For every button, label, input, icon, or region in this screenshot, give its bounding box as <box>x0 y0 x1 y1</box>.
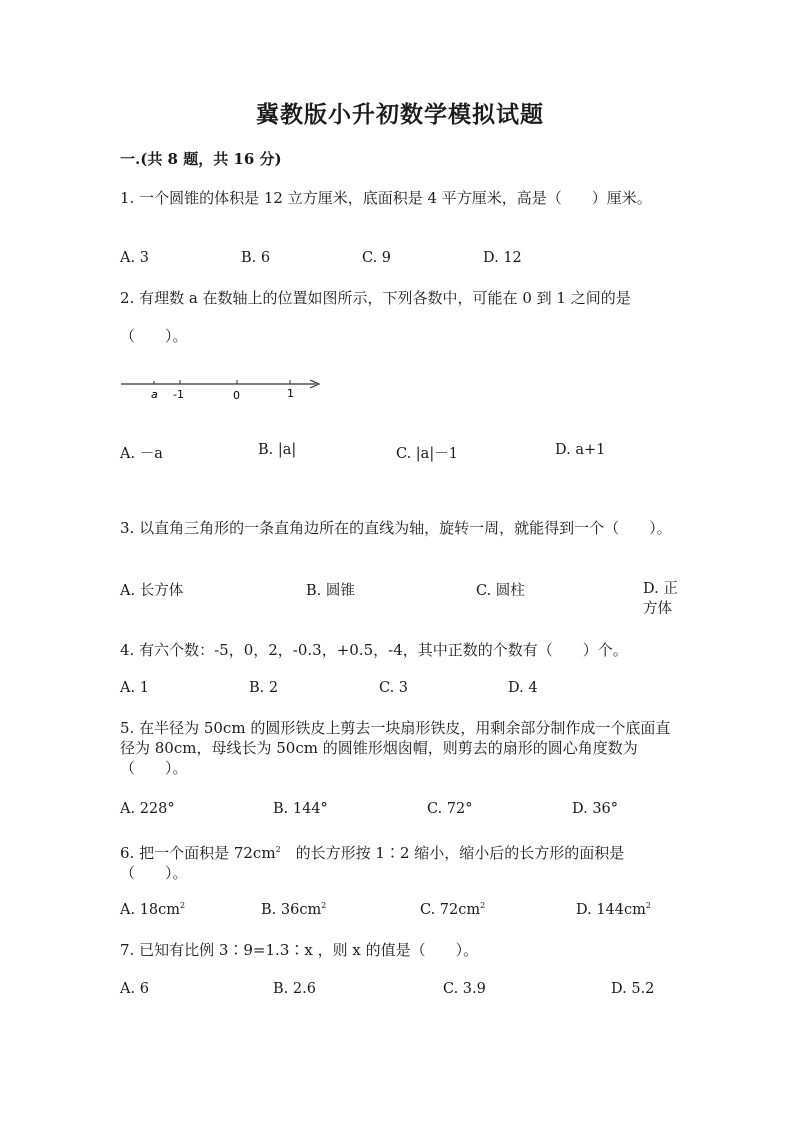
q5-option-a: A. 228° <box>120 801 175 817</box>
q5-option-c: C. 72° <box>427 801 473 817</box>
question-7-text: 7. 已知有比例 3∶9=1.3∶x ，则 x 的值是（ ）。 <box>120 941 479 959</box>
q7-option-b: B. 2.6 <box>273 981 316 997</box>
section-heading: 一.(共 8 题，共 16 分) <box>120 150 282 168</box>
q7-option-c: C. 3.9 <box>443 981 486 997</box>
q3-option-c: C. 圆柱 <box>476 583 525 599</box>
q1-option-c: C. 9 <box>362 250 392 266</box>
q5-option-b: B. 144° <box>273 801 328 817</box>
label-a: a <box>151 388 158 401</box>
q5-option-d: D. 36° <box>572 801 619 817</box>
question-2-text: 2. 有理数 a 在数轴上的位置如图所示，下列各数中，可能在 0 到 1 之间的是 <box>120 289 631 307</box>
q1-option-a: A. 3 <box>120 250 149 266</box>
q4-option-b: B. 2 <box>249 680 279 696</box>
q6-text-end: 的长方形按 1∶2 缩小，缩小后的长方形的面积是（ ）。 <box>120 844 625 882</box>
question-3-text: 3. 以直角三角形的一条直角边所在的直线为轴，旋转一周，就能得到一个（ ）。 <box>120 519 672 537</box>
q6-superscript: 2 <box>275 845 281 854</box>
question-5-text: 5. 在半径为 50cm 的圆形铁皮上剪去一块扇形铁皮，用剩余部分制作成一个底面直径为 80cm，母线长为 50cm 的圆锥形烟囱帽，则剪去的扇形的圆心角度数为（ ）。 <box>120 719 671 777</box>
q6-option-d: D. $144cm^2$ <box>576 901 651 918</box>
q1-option-b: B. 6 <box>241 250 271 266</box>
q4-option-d: D. 4 <box>508 680 538 696</box>
question-2-blank: （ ）。 <box>120 327 188 345</box>
q3-option-d: D. 正方体 <box>643 581 678 617</box>
q1-option-d: D. 12 <box>483 250 522 266</box>
page-title: 冀教版小升初数学模拟试题 <box>256 101 544 128</box>
q6-option-c: C. $72cm^2$ <box>420 901 486 918</box>
q4-option-a: A. 1 <box>120 680 149 696</box>
label-1: 1 <box>287 387 294 400</box>
q2-option-a: A. －a <box>120 446 163 462</box>
label-0: 0 <box>233 389 240 402</box>
question-4-text: 4. 有六个数：-5，0，2，-0.3，+0.5，-4，其中正数的个数有（ ）个。 <box>120 641 628 659</box>
q6-option-a: A. $18cm^2$ <box>120 901 186 918</box>
q3-option-a: A. 长方体 <box>120 583 184 599</box>
q7-option-a: A. 6 <box>120 981 149 997</box>
label-minus-1: -1 <box>173 388 184 401</box>
question-1-text: 1. 一个圆锥的体积是 12 立方厘米，底面积是 4 平方厘米，高是（ ）厘米。 <box>120 189 652 207</box>
q4-option-c: C. 3 <box>379 680 409 696</box>
question-6-text <box>120 840 680 883</box>
q6-text-start: 6. 把一个面积是 72cm <box>120 844 276 862</box>
q3-option-b: B. 圆锥 <box>306 583 355 599</box>
q2-option-d: D. a+1 <box>555 442 606 458</box>
q6-option-b: B. $36cm^2$ <box>261 901 327 918</box>
q7-option-d: D. 5.2 <box>611 981 655 997</box>
q2-option-b: B. |a| <box>258 442 297 458</box>
q2-option-c: C. |a|－1 <box>396 446 458 462</box>
number-line-figure <box>118 372 328 404</box>
